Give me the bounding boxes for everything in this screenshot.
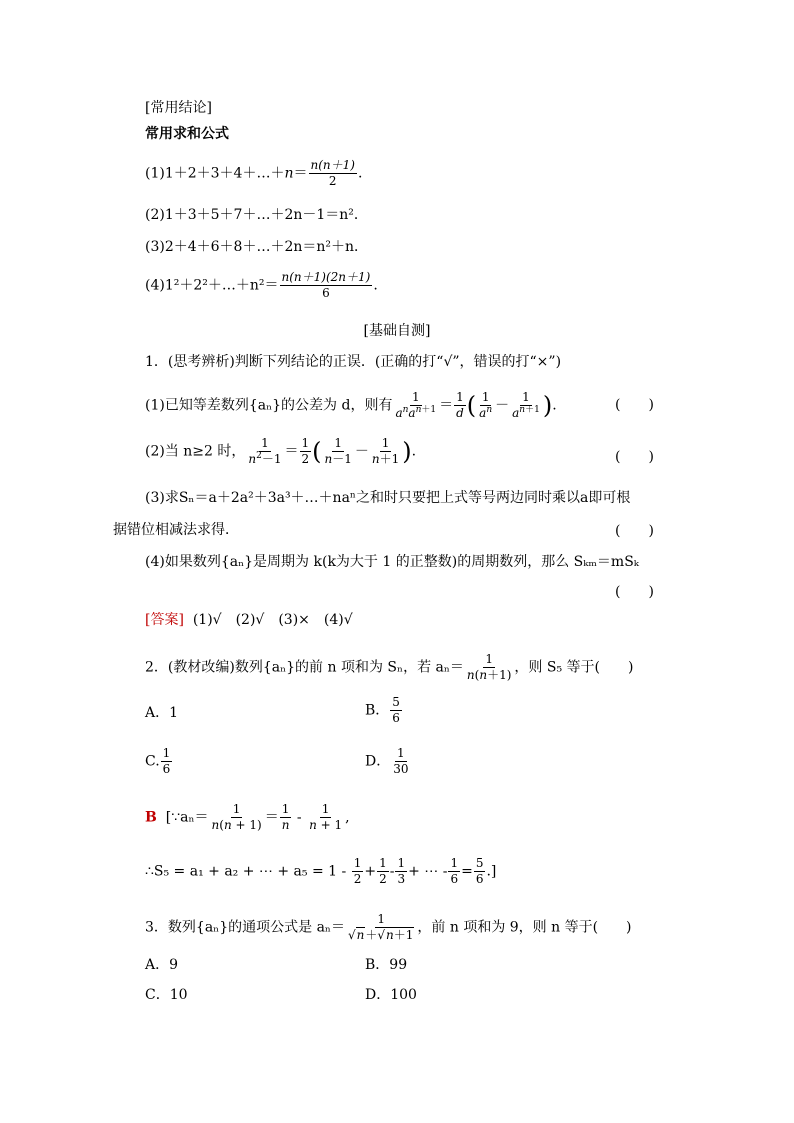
question-3: 3．数列{aₙ}的通项公式是 aₙ＝ $\frac{1}{√n+√n+1}$ ，前 n 项和为 9，则 n 等于( ) [145, 912, 632, 942]
answer-blank: ( ) [615, 397, 654, 413]
option-b: B．99 [365, 957, 408, 973]
heading-bracket: [常用结论] [145, 100, 212, 116]
option-c: C．10 [145, 987, 188, 1003]
subheading: 常用求和公式 [145, 126, 229, 142]
formula-2: (2)1＋3＋5＋7＋…＋2n－1＝n²． [145, 207, 368, 223]
question-1-4: (4)如果数列{aₙ}是周期为 k(k为大于 1 的正整数)的周期数列，那么 Sₖₘ＝mSₖ [145, 554, 639, 570]
answer-row: [答案] (1)√ (2)√ (3)× (4)√ [145, 612, 353, 628]
fraction: $\frac{n(n+1)}{2}$ [310, 158, 355, 188]
section-title: [基础自测] [363, 323, 431, 339]
question-1-3-cont: 据错位相减法求得． [113, 522, 239, 538]
fraction: $\frac{n(n+1)(2n+1)}{6}$ [281, 270, 371, 300]
option-d: D．100 [365, 987, 417, 1003]
answer-blank: ( ) [615, 584, 654, 600]
answer-blank: ( ) [615, 523, 654, 539]
question-1-3: (3)求Sₙ＝a＋2a²＋3a³＋…＋naⁿ之和时只要把上式等号两边同时乘以a即可根 [145, 490, 631, 506]
solution-2-line-1: B [∵aₙ＝ $\frac{1}{n(n + 1)}$ ＝ $\frac{1}{n}$ - $\frac{1}{n + 1}$ , [145, 802, 350, 832]
formula-1: (1)1＋2＋3＋4＋…＋n＝ $\frac{n(n+1)}{2}$ . [145, 158, 363, 188]
option-b: B． $\frac{5}{6}$ [365, 695, 400, 725]
question-1-1: (1)已知等差数列{aₙ}的公差为 d，则有 $\frac{1}{a^na^{n+1}}$ ＝ $\frac{1}{d}$ ( $\frac{1}{a^n}$ － $\frac{1}{a^{n+1}}$ ). [145, 390, 557, 420]
question-1-2: (2)当 n≥2 时， $\frac{1}{n^2-1}$ ＝ $\frac{1}{2}$ ( $\frac{1}{n-1}$ － $\frac{1}{n+1}$ ). [145, 436, 417, 466]
answer-letter: B [145, 809, 157, 826]
answer-blank: ( ) [615, 449, 654, 465]
formula-3: (3)2＋4＋6＋8＋…＋2n＝n²＋n． [145, 239, 369, 255]
option-a: A．9 [145, 957, 179, 973]
answer-label: [答案] [145, 612, 184, 628]
solution-2-line-2: ∴S₅ = a₁ + a₂ + ⋯ + a₅ = 1 - $\frac{1}{2}$ + $\frac{1}{2}$ - $\frac{1}{3}$ + ⋯ - $\frac{1}{6}$ = $\frac{5}{6}$ .] [145, 856, 497, 886]
question-2: 2．(教材改编)数列{aₙ}的前 n 项和为 Sₙ，若 aₙ＝ $\frac{1}{n(n+1)}$ ，则 S₅ 等于( ) [145, 652, 634, 682]
question-1: 1．(思考辨析)判断下列结论的正误．(正确的打“√”，错误的打“×”) [145, 354, 562, 370]
option-a: A．1 [145, 705, 179, 721]
option-c: C. $\frac{1}{6}$ [145, 746, 171, 776]
option-d: D． $\frac{1}{30}$ [365, 746, 409, 776]
formula-4: (4)1²＋2²＋…＋n²＝ $\frac{n(n+1)(2n+1)}{6}$ . [145, 270, 378, 300]
